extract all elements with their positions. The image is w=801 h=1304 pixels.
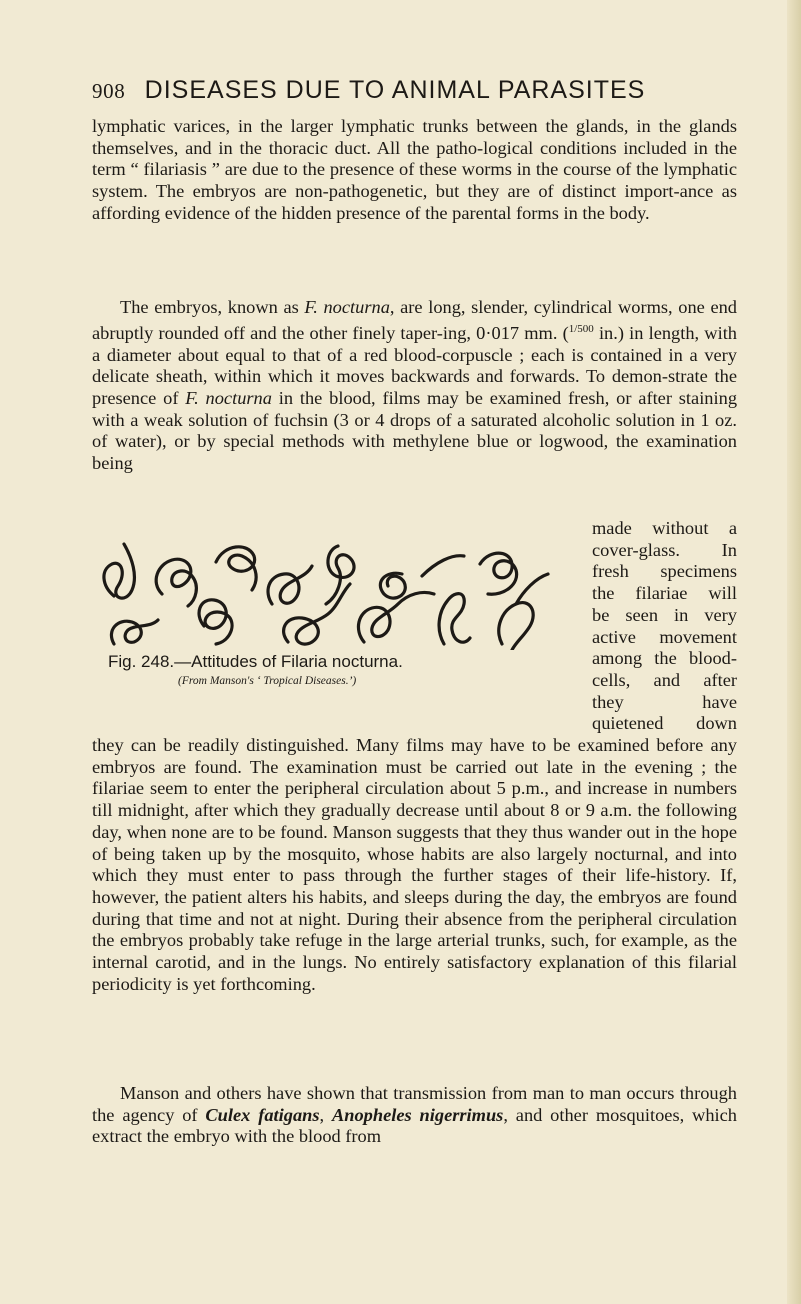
p3-run-1: Manson and others have shown that transmission from man to man occurs through the agency of bbox=[92, 1083, 737, 1125]
p2-italic-1: F. nocturna bbox=[304, 297, 390, 317]
paragraph-2-top bbox=[92, 297, 737, 517]
running-title: DISEASES DUE TO ANIMAL PARASITES bbox=[144, 76, 646, 104]
side-line: cells, and after bbox=[592, 669, 737, 690]
side-line: they have bbox=[592, 691, 737, 712]
paragraph-1-text: lymphatic varices, in the larger lymphatic trunks between the glands, in the glands themselves, and in the thoracic duct. All the patho-logical conditions included in the term “ filariasis ” are due to the presence of these worms in the course of the lymphatic system. The embryos are non-pathogenetic, but they are of distinct import-ance as affording evidence of the hidden presence of the parental forms in the body. bbox=[92, 116, 737, 223]
p2-run-1: The embryos, known as bbox=[120, 297, 305, 317]
paragraph-2-text bbox=[92, 297, 737, 475]
page-edge-shadow bbox=[787, 0, 801, 1304]
p2-run-2: , are long, slender, cylindrical worms, one end abruptly rounded off and the other finely taper-ing, 0·017 mm. ( bbox=[92, 297, 737, 343]
running-header bbox=[92, 74, 732, 105]
paragraph-3-text bbox=[92, 1083, 737, 1148]
side-line: cover-glass. In bbox=[592, 539, 737, 560]
paragraph-2-bottom bbox=[92, 735, 737, 995]
paragraph-3 bbox=[92, 1083, 737, 1148]
side-line: made without a bbox=[592, 518, 737, 538]
side-line: the filariae will bbox=[592, 583, 737, 604]
side-column-text bbox=[592, 518, 737, 735]
filaria-figure bbox=[92, 534, 584, 720]
page-number: 908 bbox=[92, 79, 126, 103]
side-line: quietened down bbox=[592, 713, 737, 734]
side-line: among the blood- bbox=[592, 648, 737, 669]
filaria-worm-drawings-icon bbox=[92, 534, 584, 650]
p2-run-3: in.) in length, with a diameter about equal to that of a red blood-corpuscle ; each is contained in a very delicate sheath, within which it moves backwards and forwards. To demon-strate the presence of bbox=[92, 322, 737, 408]
figure-source: (From Manson's ‘ Tropical Diseases.’) bbox=[178, 675, 357, 687]
p2-run-4: in the blood, films may be examined fresh, or after staining with a weak solution of fuchsin (3 or 4 drops of a saturated alcoholic solution in 1 oz. of water), or by special methods with methylene blue or logwood, the examination being bbox=[92, 387, 737, 474]
paragraph-1 bbox=[92, 116, 737, 225]
p3-run-3: , and other mosquitoes, which extract the embryo with the blood from bbox=[92, 1104, 737, 1147]
fraction: 1/500 bbox=[568, 322, 594, 335]
side-line: active movement bbox=[592, 626, 737, 647]
p3-run-2: , bbox=[319, 1104, 332, 1125]
p3-italic-1: Culex fatigans bbox=[205, 1104, 320, 1125]
p2-italic-2: F. nocturna bbox=[185, 387, 272, 408]
p3-italic-2: Anopheles nigerrimus bbox=[331, 1104, 504, 1125]
paragraph-2-continuation: they can be readily distinguished. Many films may have to be examined before any embryos are found. The examination must be carried out late in the evening ; the filariae seem to enter the peripheral circulation about 5 p.m., and increase in numbers till midnight, after which they gradually decrease until about 8 or 9 a.m. the following day, when none are to be found. Manson suggests that they thus wander out in the hope of being taken up by the mosquito, whose habits are also largely nocturnal, and into which they must enter to pass through the further stages of their life-history. If, however, the patient alters his habits, and sleeps during the day, the embryos are found during that time and not at night. During their absence from the peripheral circulation the embryos probably take refuge in the large arterial trunks, such, for example, as the internal carotid, and in the lungs. No entirely satisfactory explanation of this filarial periodicity is yet forthcoming. bbox=[92, 735, 737, 994]
figure-caption: Fig. 248.—Attitudes of Filaria nocturna. bbox=[108, 652, 403, 671]
side-line: fresh specimens bbox=[592, 561, 737, 582]
side-line: be seen in very bbox=[592, 604, 737, 625]
